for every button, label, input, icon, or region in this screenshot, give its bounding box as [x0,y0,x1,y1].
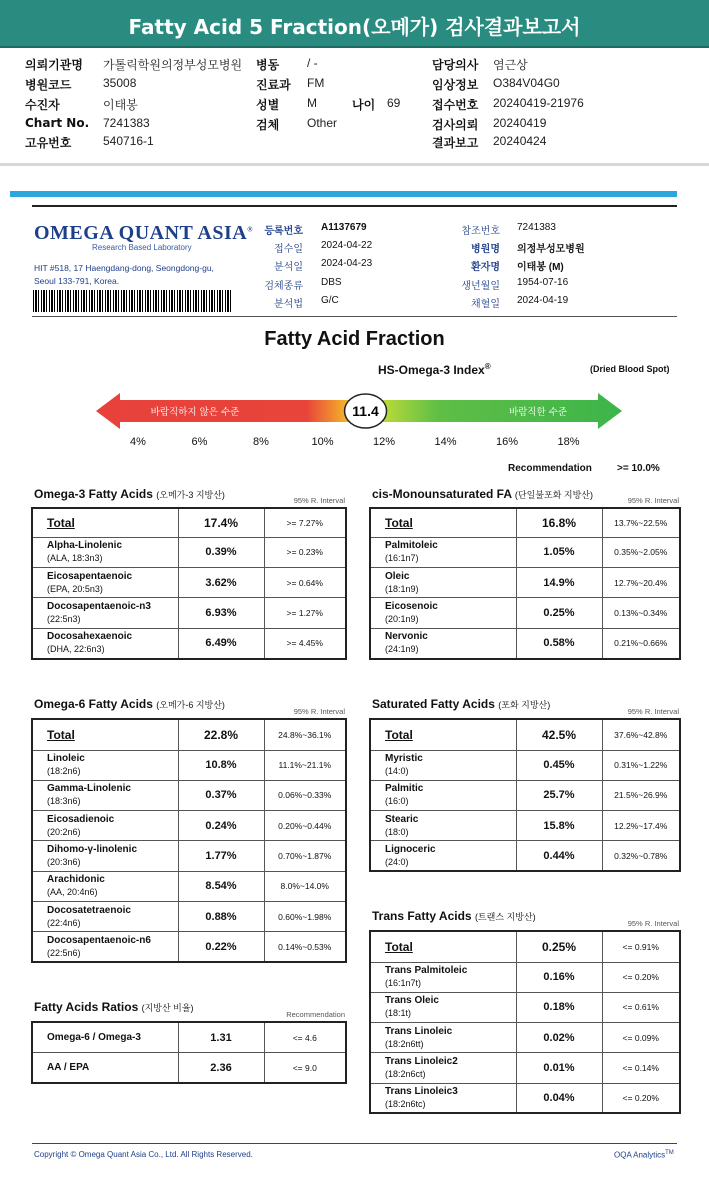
patient-field-value: 540716-1 [103,134,154,148]
section-title-text: Fatty Acids Ratios [34,1000,139,1014]
trans-section-title [372,909,536,923]
fatty-acid-value: 0.22% [178,932,264,962]
reference-range: 8.0%~14.0% [264,871,346,901]
report-field-value: 이태봉 (M) [517,262,564,273]
patient-field-value: 가톨릭학원의정부성모병원 [103,58,243,72]
table-row [370,719,680,750]
scale-tick-label: 8% [253,436,269,448]
fatty-acid-name: Total [385,727,413,742]
report-field-value: A1137679 [321,222,367,233]
fatty-acid-name: Lignoceric [385,843,436,855]
table-row [370,628,680,658]
fatty-acid-value: 10.8% [178,750,264,780]
table-row [370,567,680,597]
fatty-acid-name-cell [32,1053,178,1084]
fatty-acid-name-cell [370,841,516,871]
scale-tick-label: 16% [495,436,519,448]
reference-range: >= 7.27% [264,508,346,537]
fatty-acid-value: 6.93% [178,598,264,628]
scale-tick-label: 12% [372,436,396,448]
fatty-acid-name-cell [32,537,178,567]
fatty-acid-name: Myristic [385,753,423,765]
fatty-acid-value: 1.77% [178,841,264,871]
fatty-acid-value: 6.49% [178,628,264,658]
reference-range: >= 4.45% [264,628,346,658]
fatty-acid-notation: (18:1n9) [385,583,419,594]
scale-tick-label: 10% [311,436,334,448]
fatty-acid-notation: (EPA, 20:5n3) [47,583,103,594]
reference-range: 0.31%~1.22% [602,750,680,780]
report-field-value: 2024-04-19 [517,295,569,306]
fatty-acid-name: Total [47,727,75,742]
table-row [370,1023,680,1053]
scale-tick-label: 18% [557,436,580,448]
reference-range: 12.7%~20.4% [602,567,680,597]
fatty-acid-name: Oleic [385,570,410,582]
divider [32,205,677,207]
fatty-acid-name-cell [32,719,178,750]
registered-mark: ® [484,362,491,371]
report-banner-title: Fatty Acid 5 Fraction(오메가) 검사결과보고서 [0,0,709,48]
report-field-label: 분석법 [274,299,303,310]
logo-text: OMEGA QUANT ASIA [34,222,248,244]
patient-field-label: 의뢰기관명 [25,58,83,72]
patient-field-label: 병동 [256,58,280,72]
fatty-acid-name-cell [370,811,516,841]
patient-field-label: 수진자 [25,98,60,112]
reference-range: 0.06%~0.33% [264,780,346,810]
scale-tick-label: 6% [191,436,208,448]
fatty-acid-value: 16.8% [516,508,602,537]
scale-tick-label: 4% [130,436,146,448]
section-title-korean: (오메가-3 지방산) [156,490,225,500]
section-title-korean: (단일불포화 지방산) [514,490,593,500]
table-row [32,780,346,810]
fatty-acid-value: 0.04% [516,1083,602,1113]
table-row [370,841,680,871]
fatty-acid-name: Total [47,515,75,530]
fatty-acid-notation: (22:5n6) [47,947,81,958]
reference-range: 0.35%~2.05% [602,537,680,567]
fatty-acid-value: 0.45% [516,750,602,780]
table-row [370,962,680,992]
omega3-section-title [34,487,225,501]
report-field-label: 접수일 [274,244,303,255]
patient-field-value: 7241383 [103,116,150,130]
index-value: 11.4 [352,403,379,419]
fatty-acid-name-cell [32,1022,178,1053]
table-row [370,750,680,780]
logo-mark: ® [247,225,253,234]
report-field-value: 7241383 [517,222,556,233]
table-row [32,1022,346,1053]
report-field-label: 참조번호 [461,226,500,237]
table-row [32,719,346,750]
reference-range: <= 4.6 [264,1022,346,1053]
reference-range: <= 9.0 [264,1053,346,1084]
lab-address-line1: HIT #518, 17 Haengdang-dong, Seongdong-gu, [34,263,214,273]
omega6-table [31,718,347,963]
fatty-acid-name: Eicosadienoic [47,813,115,825]
fatty-acid-notation: (22:4n6) [47,917,81,928]
table-row [32,508,346,537]
fatty-acid-name-cell [370,628,516,658]
reference-range: 0.70%~1.87% [264,841,346,871]
fatty-acid-value: 0.44% [516,841,602,871]
patient-field-value: M [307,96,317,110]
omega6-section-title [34,697,225,711]
fatty-acid-notation: (20:2n6) [47,826,81,837]
fatty-acid-name: Alpha-Linolenic [47,540,122,552]
reference-interval-label: 95% R. Interval [627,707,679,716]
fatty-acid-notation: (16:1n7) [385,553,419,564]
fatty-acid-notation: (18:2n6ct) [385,1069,426,1080]
ratios-table [31,1021,347,1084]
fatty-acid-name: Total [385,939,413,954]
reference-range: >= 0.23% [264,537,346,567]
fatty-acid-name-cell [370,1023,516,1053]
patient-field-value: 염근상 [493,58,528,72]
fatty-acid-name-cell [370,931,516,962]
good-level-label: 바람직한 수준 [508,407,568,418]
fatty-acid-name: Eicosapentaenoic [47,570,133,582]
reference-interval-label: 95% R. Interval [627,496,679,505]
patient-field-label: 검체 [256,118,280,132]
reference-range: 0.14%~0.53% [264,932,346,962]
section-title-text: Saturated Fatty Acids [372,697,495,711]
reference-range: 37.6%~42.8% [602,719,680,750]
section-title-text: Omega-6 Fatty Acids [34,697,153,711]
fatty-acid-name: Trans Linoleic2 [385,1056,458,1068]
reference-range: 0.32%~0.78% [602,841,680,871]
fatty-acid-notation: (18:1t) [385,1008,412,1019]
divider [32,1143,677,1144]
fatty-acid-name: Eicosenoic [385,600,438,612]
hs-omega3-index-text: HS-Omega-3 Index [378,363,485,377]
fatty-acid-notation: (14:0) [385,766,409,777]
reference-range: 0.20%~0.44% [264,811,346,841]
fatty-acid-name: Linoleic [47,753,85,765]
omega-quant-logo [34,222,253,245]
reference-range: 13.7%~22.5% [602,508,680,537]
fatty-acid-name-cell [370,567,516,597]
fatty-acid-value: 0.16% [516,962,602,992]
table-row [370,1083,680,1113]
section-title-korean: (트랜스 지방산) [474,912,536,922]
fatty-acid-name-cell [32,841,178,871]
fatty-acid-value: 3.62% [178,567,264,597]
fatty-acid-fraction-title: Fatty Acid Fraction [264,328,445,350]
fatty-acid-value: 0.37% [178,780,264,810]
fatty-acid-notation: (24:0) [385,856,409,867]
fatty-acid-notation: (18:2n6tc) [385,1099,426,1110]
reference-range: >= 0.64% [264,567,346,597]
reference-range: <= 0.09% [602,1023,680,1053]
table-row [32,537,346,567]
fatty-acid-value: 15.8% [516,811,602,841]
fatty-acid-name-cell [370,780,516,810]
reference-range: 12.2%~17.4% [602,811,680,841]
reference-interval-label: 95% R. Interval [293,496,345,505]
fatty-acid-name-cell [32,871,178,901]
table-row [370,811,680,841]
fatty-acid-name-cell [32,567,178,597]
fatty-acid-name: Stearic [385,813,419,825]
fatty-acid-name-cell [32,598,178,628]
copyright-text: Copyright © Omega Quant Asia Co., Ltd. All Rights Reserved. [34,1150,253,1159]
table-row [32,750,346,780]
table-row [370,508,680,537]
section-title-korean: (지방산 비율) [141,1003,194,1013]
fatty-acid-notation: (18:0) [385,826,409,837]
reference-range: 0.60%~1.98% [264,901,346,931]
age-label: 나이 [352,98,376,112]
fatty-acid-value: 1.31 [178,1022,264,1053]
fatty-acid-value: 42.5% [516,719,602,750]
fatty-acid-name-cell [32,750,178,780]
fatty-acid-notation: (22:5n3) [47,613,81,624]
table-row [32,871,346,901]
reference-range: 24.8%~36.1% [264,719,346,750]
fatty-acid-value: 0.58% [516,628,602,658]
fatty-acid-value: 0.02% [516,1023,602,1053]
fatty-acid-notation: (20:1n9) [385,613,419,624]
trans-table [369,930,681,1114]
patient-field-label: 임상정보 [432,78,479,92]
table-row [32,932,346,962]
patient-field-value: Other [307,116,338,130]
patient-field-label: 결과보고 [432,136,479,150]
table-row [370,992,680,1022]
fatty-acid-value: 0.24% [178,811,264,841]
fatty-acid-name: Dihomo-γ-linolenic [47,844,137,856]
fatty-acid-name: Arachidonic [47,874,105,886]
report-field-label: 분석일 [274,262,303,273]
table-row [32,628,346,658]
fatty-acid-name: Trans Palmitoleic [385,965,468,977]
fatty-acid-notation: (24:1n9) [385,644,419,655]
divider [0,163,709,166]
fatty-acid-name: Docosatetraenoic [47,904,131,916]
fatty-acid-value: 14.9% [516,567,602,597]
patient-field-value: / - [307,56,318,70]
ratios-section-title [34,1000,194,1014]
reference-range: >= 1.27% [264,598,346,628]
fatty-acid-notation: (20:3n6) [47,857,81,868]
barcode [33,290,233,312]
lab-address-line2: Seoul 133-791, Korea. [34,276,120,286]
trademark-mark: TM [665,1150,674,1156]
patient-field-value: 20240419 [493,116,547,130]
fatty-acid-name-cell [32,780,178,810]
fatty-acid-name-cell [370,537,516,567]
fatty-acid-name: AA / EPA [47,1061,90,1073]
report-field-value: 의정부성모병원 [517,244,585,255]
reference-interval-label: Recommendation [286,1010,345,1019]
patient-field-label: Chart No. [25,116,90,130]
patient-field-label: 검사의뢰 [432,118,479,132]
fatty-acid-value: 8.54% [178,871,264,901]
table-row [32,901,346,931]
patient-field-label: 접수번호 [432,98,479,112]
fatty-acid-name: Palmitoleic [385,540,438,552]
bad-level-label: 바람직하지 않은 수준 [150,407,240,418]
report-field-value: G/C [321,295,339,306]
fatty-acid-notation: (DHA, 22:6n3) [47,644,105,655]
fatty-acid-value: 0.25% [516,931,602,962]
fatty-acid-name-cell [370,992,516,1022]
fatty-acid-notation: (16:0) [385,796,409,807]
fatty-acid-name: Trans Linoleic [385,1025,453,1037]
fatty-acid-value: 0.01% [516,1053,602,1083]
report-field-value: 2024-04-22 [321,240,373,251]
fatty-acid-name: Omega-6 / Omega-3 [47,1031,141,1043]
table-row [370,780,680,810]
table-row [32,841,346,871]
patient-field-label: 성별 [256,98,280,112]
omega3-table [31,507,347,660]
section-title-text: Trans Fatty Acids [372,909,472,923]
report-field-value: 1954-07-16 [517,277,569,288]
fatty-acid-value: 0.25% [516,598,602,628]
reference-range: 0.21%~0.66% [602,628,680,658]
fatty-acid-name: Palmitic [385,783,424,795]
fatty-acid-name: Trans Oleic [385,995,439,1007]
recommendation-value: >= 10.0% [617,463,660,474]
fatty-acid-name: Gamma-Linolenic [47,783,131,795]
fatty-acid-name: Trans Linoleic3 [385,1086,458,1098]
fatty-acid-name: Docosapentaenoic-n3 [47,600,151,612]
patient-field-value: 35008 [103,76,137,90]
patient-field-label: 병원코드 [25,78,72,92]
report-field-value: DBS [321,277,342,288]
reference-range: 21.5%~26.9% [602,780,680,810]
fatty-acid-value: 22.8% [178,719,264,750]
reference-interval-label: 95% R. Interval [627,919,679,928]
reference-range: <= 0.14% [602,1053,680,1083]
fatty-acid-notation: (18:3n6) [47,796,81,807]
fatty-acid-name: Docosahexaenoic [47,631,133,643]
report-field-label: 환자명 [471,262,500,273]
table-row [32,567,346,597]
recommendation-label: Recommendation [508,463,592,474]
patient-field-value: 20240424 [493,134,547,148]
fatty-acid-name-cell [370,1053,516,1083]
fatty-acid-name-cell [370,598,516,628]
reference-interval-label: 95% R. Interval [293,707,345,716]
section-title-korean: (포화 지방산) [498,700,551,710]
fatty-acid-name-cell [370,1083,516,1113]
fatty-acid-value: 25.7% [516,780,602,810]
report-field-label: 병원명 [471,244,500,255]
fatty-acid-notation: (18:2n6) [47,766,81,777]
table-row [370,598,680,628]
fatty-acid-name-cell [32,932,178,962]
fatty-acid-value: 1.05% [516,537,602,567]
table-row [32,811,346,841]
fatty-acid-notation: (18:2n6tt) [385,1038,424,1049]
reference-range: <= 0.20% [602,962,680,992]
fatty-acid-name-cell [32,811,178,841]
fatty-acid-notation: (AA, 20:4n6) [47,887,98,898]
fatty-acid-name-cell [370,962,516,992]
fatty-acid-value: 0.88% [178,901,264,931]
logo-subtitle: Research Based Laboratory [92,243,192,252]
oqa-analytics-label [614,1150,674,1160]
fatty-acid-name-cell [370,508,516,537]
fatty-acid-name-cell [32,508,178,537]
report-field-label: 채혈일 [471,299,500,310]
fatty-acid-name-cell [370,750,516,780]
patient-field-label: 고유번호 [25,136,72,150]
age-value: 69 [387,96,401,110]
divider-accent [10,191,677,197]
table-row [370,931,680,962]
fatty-acid-name: Nervonic [385,631,428,643]
omega3-index-scale [90,386,630,436]
fatty-acid-name: Docosapentaenoic-n6 [47,934,151,946]
sfa-section-title [372,697,550,711]
fatty-acid-value: 2.36 [178,1053,264,1084]
report-field-label: 생년월일 [461,281,500,292]
sample-type-label: (Dried Blood Spot) [590,364,670,374]
reference-range: <= 0.20% [602,1083,680,1113]
divider [32,316,677,317]
table-row [370,537,680,567]
scale-tick-label: 14% [434,436,457,448]
table-row [32,1053,346,1084]
report-field-label: 검체종류 [264,281,303,292]
reference-range: 11.1%~21.1% [264,750,346,780]
reference-range: <= 0.91% [602,931,680,962]
report-field-label: 등록번호 [264,226,303,237]
reference-range: <= 0.61% [602,992,680,1022]
fatty-acid-name-cell [370,719,516,750]
section-title-korean: (오메가-6 지방산) [156,700,225,710]
patient-field-value: O384V04G0 [493,76,560,90]
mufa-table [369,507,681,660]
oqa-text: OQA Analytics [614,1150,666,1160]
patient-field-label: 담당의사 [432,58,479,72]
section-title-text: cis-Monounsaturated FA [372,487,512,501]
sfa-table [369,718,681,872]
fatty-acid-name-cell [32,628,178,658]
patient-field-value: FM [307,76,325,90]
reference-range: 0.13%~0.34% [602,598,680,628]
fatty-acid-notation: (ALA, 18:3n3) [47,553,103,564]
patient-field-value: 이태봉 [103,98,138,112]
fatty-acid-value: 0.18% [516,992,602,1022]
fatty-acid-value: 0.39% [178,537,264,567]
patient-field-label: 진료과 [256,78,291,92]
fatty-acid-name-cell [32,901,178,931]
fatty-acid-notation: (16:1n7t) [385,978,422,989]
table-row [32,598,346,628]
section-title-text: Omega-3 Fatty Acids [34,487,153,501]
hs-omega3-index-label [378,362,491,377]
report-field-value: 2024-04-23 [321,258,373,269]
patient-field-value: 20240419-21976 [493,96,584,110]
fatty-acid-value: 17.4% [178,508,264,537]
table-row [370,1053,680,1083]
fatty-acid-name: Total [385,515,413,530]
